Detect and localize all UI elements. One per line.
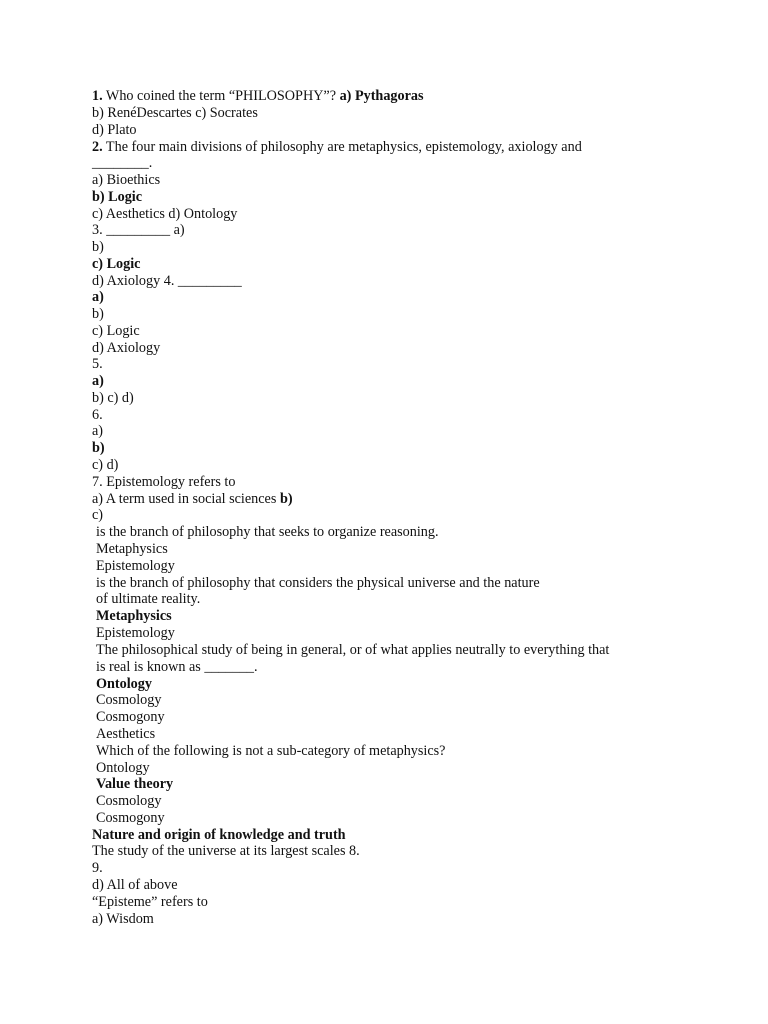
question-3-answer: c) Logic [92,256,141,272]
option-cosmology: Cosmology [96,692,162,708]
question-2-options-cd: c) Aesthetics d) Ontology [92,206,238,222]
answer-knowledge-truth: Nature and origin of knowledge and truth [92,827,346,843]
question-4-option-c: c) Logic [92,323,140,339]
option-ontology: Ontology [96,760,150,776]
question-2-number: 2. [92,139,103,155]
question-7-option-a: a) A term used in social sciences [92,491,280,507]
question-2-option-a: a) Bioethics [92,172,161,188]
answer-value-theory: Value theory [96,776,174,792]
option-epistemology-2: Epistemology [96,625,175,641]
question-7-option-c: c) [92,507,104,523]
question-7: 7. Epistemology refers to [92,474,236,490]
question-5-options: b) c) d) [92,390,134,406]
question-1-options: b) RenéDescartes c) Socrates [92,105,258,121]
option-wisdom: a) Wisdom [92,911,154,927]
question-9: 9. [92,860,103,876]
question-text-episteme: “Episteme” refers to [92,894,208,910]
answer-metaphysics: Metaphysics [96,608,172,624]
option-epistemology: Epistemology [96,558,175,574]
question-text-subcategory: Which of the following is not a sub-category of metaphysics? [96,743,446,759]
question-6-options-cd: c) d) [92,457,119,473]
question-5: 5. [92,356,103,372]
question-text-metaphysics: is the branch of philosophy that considers the physical universe and the nature [96,575,540,591]
question-1-text: Who coined the term “PHILOSOPHY”? [102,88,340,104]
question-text-ontology-cont: is real is known as _______. [96,659,258,675]
question-text-metaphysics-cont: of ultimate reality. [96,591,201,607]
question-7-answer: b) [279,491,293,507]
question-1-option-d: d) Plato [92,122,137,138]
question-3: 3. _________ a) [92,222,185,238]
question-3-option-d-question-4: d) Axiology 4. _________ [92,273,242,289]
question-5-answer: a) [92,373,104,389]
question-6-answer: b) [92,440,105,456]
question-1 [92,88,424,104]
option-cosmology-2: Cosmology [96,793,162,809]
option-cosmogony-2: Cosmogony [96,810,165,826]
question-text-ontology: The philosophical study of being in general, or of what applies neutrally to everything that [96,642,610,658]
option-aesthetics: Aesthetics [96,726,156,742]
question-1-answer: a) Pythagoras [339,88,424,104]
question-6: 6. [92,407,103,423]
question-1-number: 1. [92,88,103,104]
option-metaphysics: Metaphysics [96,541,168,557]
question-2-blank: ________. [92,155,153,171]
option-cosmogony: Cosmogony [96,709,165,725]
question-2-answer: b) Logic [92,189,143,205]
question-4-answer: a) [92,289,104,305]
question-4-option-d: d) Axiology [92,340,161,356]
answer-ontology: Ontology [96,676,152,692]
study-universe-line: The study of the universe at its largest scales 8. [92,843,360,859]
question-2-text: The four main divisions of philosophy are metaphysics, epistemology, axiology and [102,139,582,155]
question-text-logic: is the branch of philosophy that seeks to organize reasoning. [96,524,439,540]
question-4-option-b: b) [92,306,104,322]
question-3-option-b: b) [92,239,104,255]
question-6-option-a: a) [92,423,104,439]
question-2 [92,139,582,155]
question-7-options [92,491,293,507]
option-all-of-above: d) All of above [92,877,178,893]
